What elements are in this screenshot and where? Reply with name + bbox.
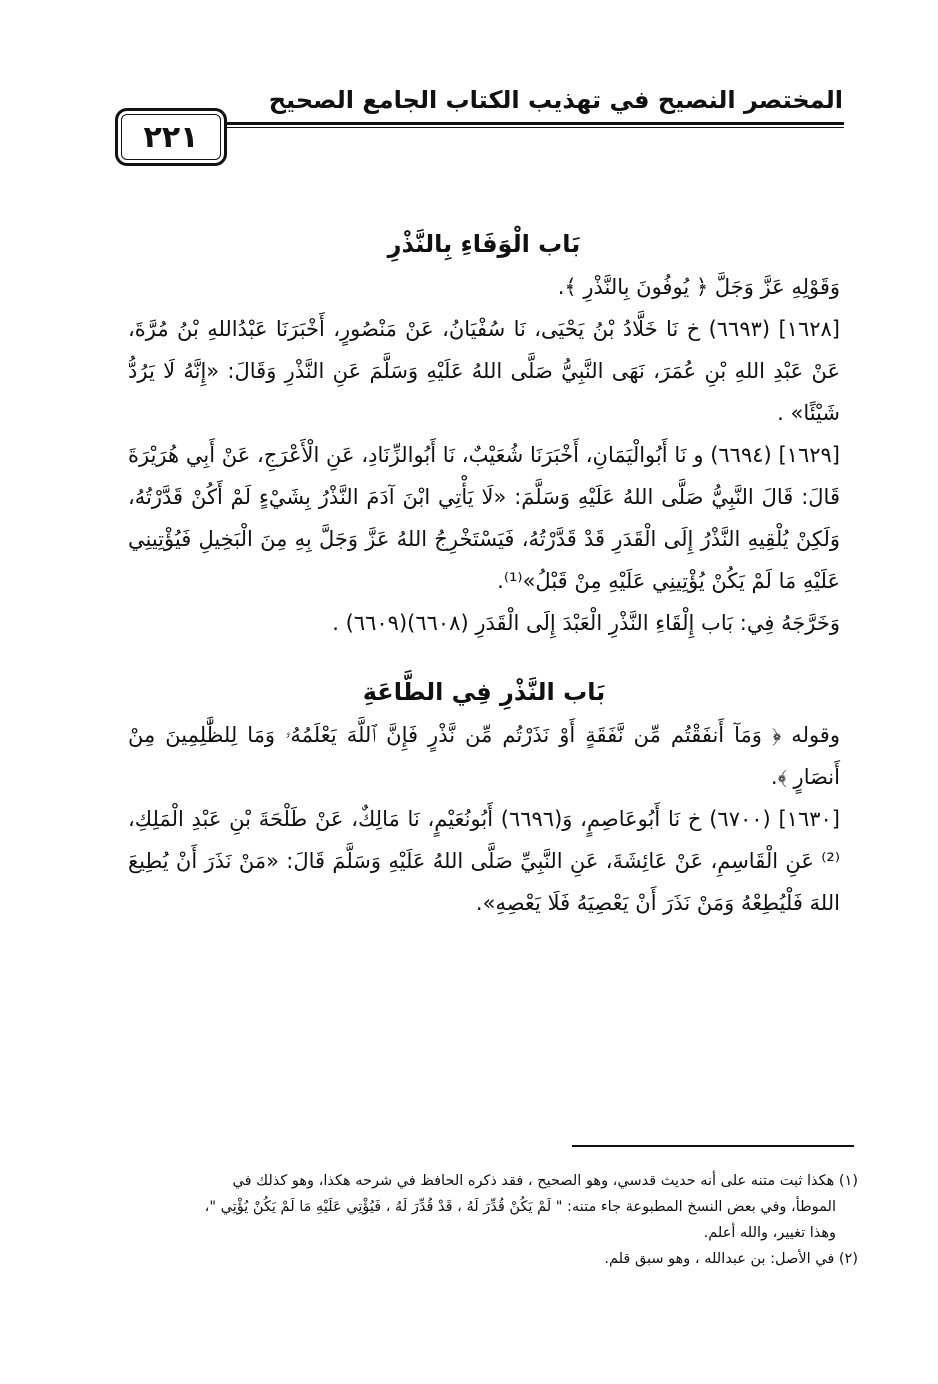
footnote-2: (٢) في الأصل: بن عبدالله ، وهو سبق قلم. xyxy=(604,1251,858,1267)
footnote-1-line-2: الموطأ، وفي بعض النسخ المطبوعة جاء متنه: " لَمْ يَكُنْ قُدِّرَ لَهُ ، قَدْ قُدِّرَ لَهُ ، فَيُؤْتِي عَلَيْهِ مَا لَمْ يَكُنْ يُؤْتِي "، xyxy=(204,1199,836,1215)
running-header-title: المختصر النصيح في تهذيب الكتاب الجامع الصحيح xyxy=(268,86,843,114)
page-number: ٢٢١ xyxy=(143,119,199,155)
verse-line-1: وَقَوْلِهِ عَزَّ وَجَلَّ ﴿ يُوفُونَ بِالنَّذْرِ ﴾. xyxy=(557,275,840,299)
main-text xyxy=(128,222,840,924)
chapter-heading-vow-in-obedience: بَاب النَّذْرِ فِي الطَّاعَةِ xyxy=(362,678,606,706)
footnote-1-line-1: (١) هكذا ثبت متنه على أنه حديث قدسي، وهو الصحيح ، فقد ذكره الحافظ في شرحه هكذا، وهو كذلك في xyxy=(232,1173,858,1189)
footnotes xyxy=(128,1168,858,1272)
verse-line-2: وقوله ﴿ وَمَآ أَنفَقْتُم مِّن نَّفَقَةٍ أَوْ نَذَرْتُم مِّن نَّذْرٍ فَإِنَّ ٱللَّهَ يَعْلَمُهُۥ وَمَا لِلظَّٰلِمِينَ مِنْ أَنصَارٍ ﴾. xyxy=(128,723,840,789)
hadith-1630: [١٦٣٠] (٦٧٠٠) خ نَا أَبُوعَاصِمٍ، وَ(٦٦٩٦) أَبُونُعَيْمٍ، نَا مَالِكٌ، عَنْ طَلْحَةَ بْنِ عَبْدِ الْمَلِكِ،⁽²⁾ عَنِ الْقَاسِمِ، عَنْ عَائِشَةَ، عَنِ النَّبِيِّ صَلَّى اللهُ عَلَيْهِ وَسَلَّمَ قَالَ: «مَنْ نَذَرَ أَنْ يُطِيعَ اللهَ فَلْيُطِعْهُ وَمَنْ نَذَرَ أَنْ يَعْصِيَهُ فَلَا يَعْصِهِ». xyxy=(128,807,840,915)
header-rule xyxy=(208,122,844,128)
footnote-separator xyxy=(572,1145,854,1147)
hadith-1628: [١٦٢٨] (٦٦٩٣) خ نَا خَلَّادُ بْنُ يَحْيَى، نَا سُفْيَانُ، عَنْ مَنْصُورٍ، أَخْبَرَنَا عَبْدُاللهِ بْنُ مُرَّةَ، عَنْ عَبْدِ اللهِ بْنِ عُمَرَ، نَهَى النَّبِيُّ صَلَّى اللهُ عَلَيْهِ وَسَلَّمَ عَنِ النَّذْرِ وَقَالَ: «إِنَّهُ لَا يَرُدُّ شَيْئًا» . xyxy=(128,317,840,425)
takhrij-note: وَخَرَّجَهُ فِي: بَاب إِلْقَاءِ النَّذْرِ الْعَبْدَ إِلَى الْقَدَرِ (٦٦٠٨)(٦٦٠٩) . xyxy=(332,611,840,635)
footnote-1-line-3: وهذا تغيير، والله أعلم. xyxy=(703,1225,836,1241)
chapter-heading-fulfilling-vow: بَاب الْوَفَاءِ بِالنَّذْرِ xyxy=(387,230,581,258)
section-gap xyxy=(128,644,840,670)
hadith-1629: [١٦٢٩] (٦٦٩٤) و نَا أَبُوالْيَمَانِ، أَخْبَرَنَا شُعَيْبٌ، نَا أَبُوالزِّنَادِ، عَنِ الْأَعْرَجِ، عَنْ أَبِي هُرَيْرَةَ قَالَ: قَالَ النَّبِيُّ صَلَّى اللهُ عَلَيْهِ وَسَلَّمَ: «لَا يَأْتِي ابْنَ آدَمَ النَّذْرُ بِشَيْءٍ لَمْ أَكُنْ قَدَّرْتُهُ، وَلَكِنْ يُلْقِيهِ النَّذْرُ إِلَى الْقَدَرِ قَدْ قَدَّرْتُهُ، فَيَسْتَخْرِجُ اللهُ عَزَّ وَجَلَّ بِهِ مِنَ الْبَخِيلِ فَيُؤْتِينِي عَلَيْهِ مَا لَمْ يَكُنْ يُؤْتِينِي عَلَيْهِ مِنْ قَبْلُ»⁽¹⁾. xyxy=(128,443,840,593)
page-number-box xyxy=(115,108,227,166)
